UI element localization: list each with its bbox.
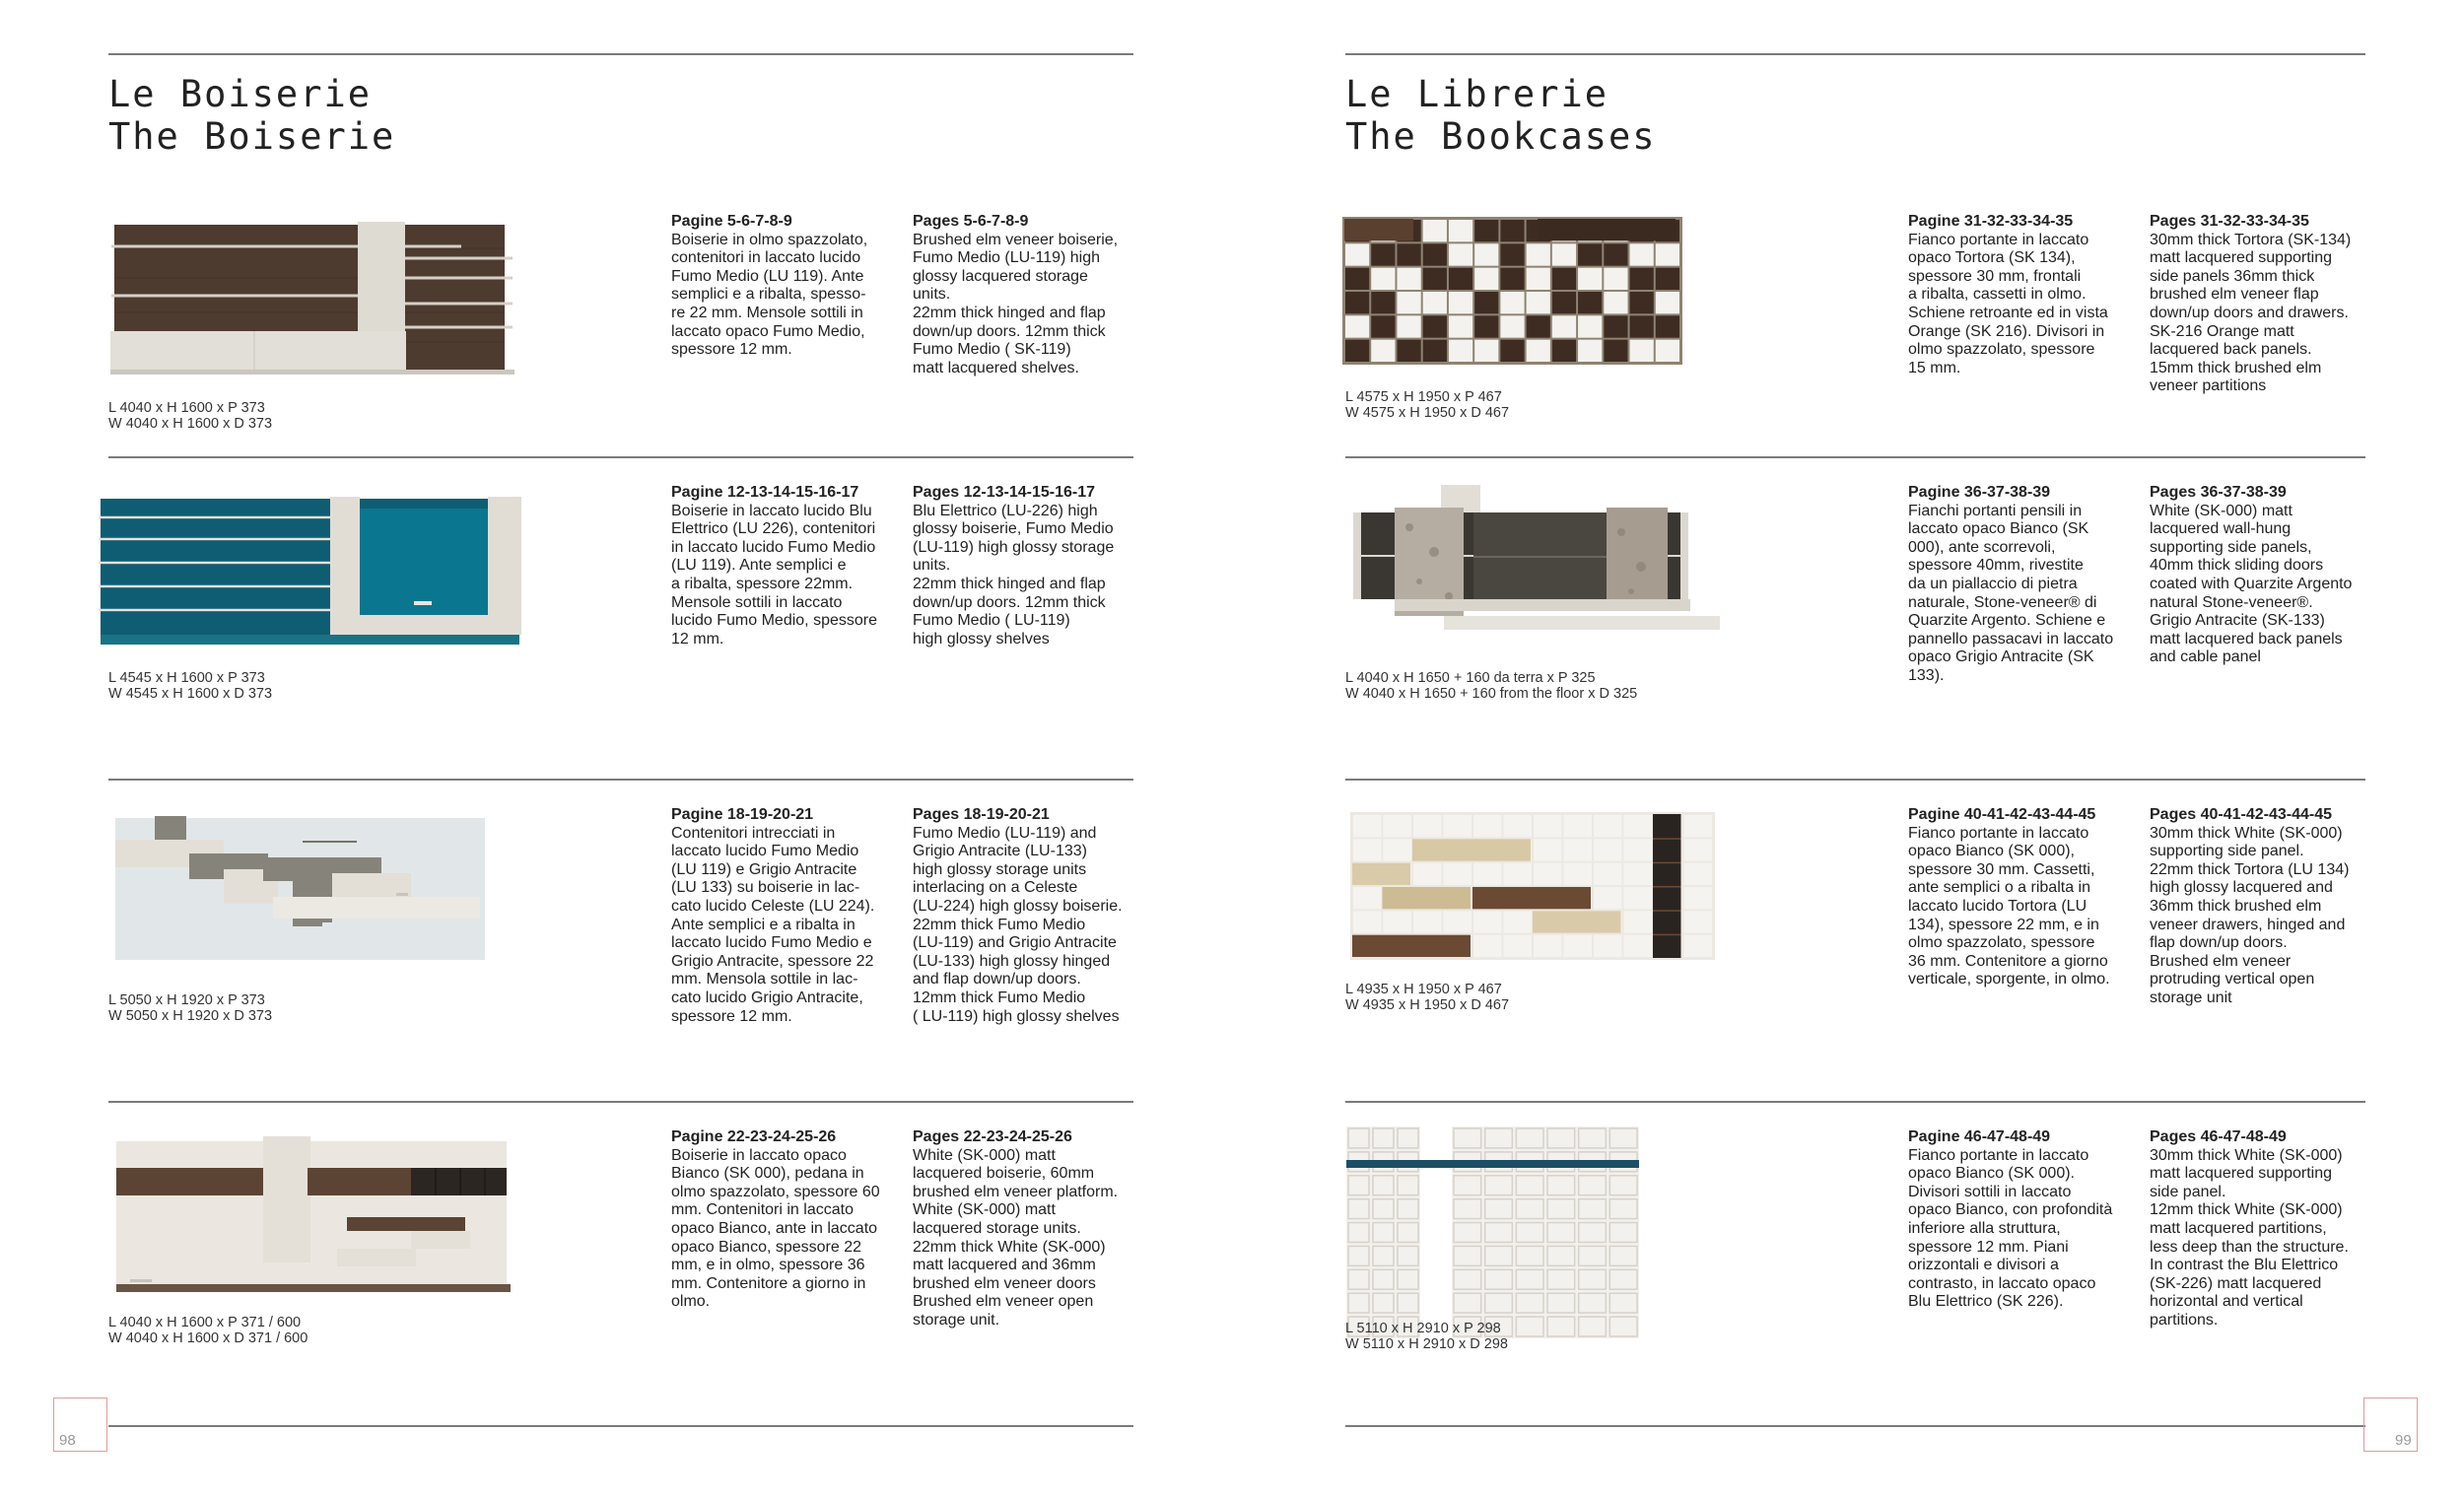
title-english: The Boiserie [108,115,396,158]
description-italian [671,806,906,1026]
dimensions-label: L 4935 x H 1950 x P 467 W 4935 x H 1950 x D 467 [1345,982,1510,1013]
pages-heading: Pagine 22-23-24-25-26 [671,1128,837,1145]
pages-heading: Pagine 31-32-33-34-35 [1908,213,2074,230]
pages-heading: Pagine 36-37-38-39 [1908,484,2051,501]
page-title-left [108,73,395,158]
boiserie-white-image [110,1133,514,1296]
description-english [2150,213,2384,396]
description-text: Boiserie in laccato lucido Blu Elettrico (LU 226), contenitori in laccato lucido Fumo Medio (LU 119). Ante semplici e a ribalta, spessore 22mm. Mensole sottili in laccato lucido Fumo Medio, spessore 12 mm. [671,502,877,648]
pages-heading: Pagine 18-19-20-21 [671,806,814,823]
description-english [913,1128,1147,1330]
description-english [2150,484,2384,667]
top-rule-right [1345,53,2365,55]
title-italian: Le Librerie [1345,73,1609,115]
description-italian [671,213,906,360]
description-english [913,806,1147,1026]
description-text: Fumo Medio (LU-119) and Grigio Antracite (LU-133) high glossy storage units interlacing on a Celeste (LU-224) high glossy boiserie. 22mm thick Fumo Medio (LU-119) and Grigio Antracite (LU-133) high glossy hinged and flap down/up doors. 12mm thick Fumo Medio ( LU-119) high glossy shelves [913,824,1123,1025]
pages-heading: Pagine 40-41-42-43-44-45 [1908,806,2096,823]
description-italian [1908,806,2143,989]
dimensions-label: L 4040 x H 1600 x P 371 / 600 W 4040 x H 1600 x D 371 / 600 [108,1315,308,1346]
pages-heading: Pages 46-47-48-49 [2150,1128,2287,1145]
description-text: Fianco portante in laccato opaco Bianco (SK 000), spessore 30 mm. Cassetti, ante semplici o a ribalta in laccato lucido Tortora (LU 134), spessore 22 mm, e in olmo spazzolato, spessore 36 mm. Contenitore a giorno verticale, sporgente, in olmo. [1908,824,2110,989]
description-text: Brushed elm veneer boiserie, Fumo Medio (LU-119) high glossy lacquered storage units. 22mm thick hinged and flap down/up doors. 12mm thick Fumo Medio ( SK-119) matt lacquered shelves. [913,231,1119,376]
pages-heading: Pages 12-13-14-15-16-17 [913,484,1096,501]
description-text: Boiserie in laccato opaco Bianco (SK 000), pedana in olmo spazzolato, spessore 60 mm. Contenitori in laccato opaco Bianco, ante in laccato opaco Bianco, spessore 22 mm, e in olmo, spessore 36 mm. Contenitore a giorno in olmo. [671,1146,880,1311]
description-text: Boiserie in olmo spazzolato, contenitori in laccato lucido Fumo Medio (LU 119). Ante semplici e a ribalta, spesso- re 22 mm. Mensole sottili in laccato opaco Fumo Medio, spessore 12 mm. [671,231,868,359]
description-text: White (SK-000) matt lacquered wall-hung supporting side panels, 40mm thick sliding doors coated with Quarzite Argento natural Stone-veneer®. Grigio Antracite (SK-133) matt lacquered back panels and cable panel [2150,502,2353,666]
bookcase-blue-image [1346,1126,1642,1343]
description-english [2150,806,2384,1008]
bottom-rule-right [1345,1425,2365,1427]
pages-heading: Pages 36-37-38-39 [2150,484,2287,501]
section-rule [1345,1101,2365,1103]
dimensions-label: L 4040 x H 1650 + 160 da terra x P 325 W 4040 x H 1650 + 160 from the floor x D 325 [1345,670,1638,702]
bookcase-white-image [1348,810,1723,963]
dimensions-label: L 4545 x H 1600 x P 373 W 4545 x H 1600 x D 373 [108,670,273,702]
page-number-left: 98 [59,1432,76,1449]
section-rule [1345,779,2365,781]
bookcase-elm-image [1340,215,1685,368]
description-text: Contenitori intrecciati in laccato lucido Fumo Medio (LU 119) e Grigio Antracite (LU 133) su boiserie in lac- cato lucido Celeste (LU 224). Ante semplici e a ribalta in laccato lucido Fumo Medio e Grigio Antracite, spessore 22 mm. Mensola sottile in lac- cato lucido Grigio Antracite, spessore 12 mm. [671,824,875,1025]
bookcase-stone-image [1345,483,1725,646]
pages-heading: Pages 18-19-20-21 [913,806,1050,823]
description-text: Blu Elettrico (LU-226) high glossy boiserie, Fumo Medio (LU-119) high glossy storage units. 22mm thick hinged and flap down/up doors. 12mm thick Fumo Medio ( LU-119) high glossy shelves [913,502,1115,648]
page-title-right [1345,73,1657,158]
title-english: The Bookcases [1345,115,1657,158]
pages-heading: Pagine 46-47-48-49 [1908,1128,2051,1145]
boiserie-elm-image [106,219,515,384]
pages-heading: Pagine 5-6-7-8-9 [671,213,792,230]
description-english [913,213,1147,377]
description-text: 30mm thick White (SK-000) matt lacquered supporting side panel. 12mm thick White (SK-000) matt lacquered partitions, less deep than the structure. In contrast the Blu Elettrico (SK-226) matt lacquered horizontal and vertical partitions. [2150,1146,2349,1329]
pages-heading: Pagine 12-13-14-15-16-17 [671,484,859,501]
page-number-right: 99 [2395,1432,2412,1449]
pages-heading: Pages 40-41-42-43-44-45 [2150,806,2333,823]
pages-heading: Pages 31-32-33-34-35 [2150,213,2309,230]
section-rule [108,779,1133,781]
dimensions-label: L 4575 x H 1950 x P 467 W 4575 x H 1950 x D 467 [1345,389,1510,421]
description-english [2150,1128,2384,1330]
section-rule [108,1101,1133,1103]
title-italian: Le Boiserie [108,73,373,115]
description-text: 30mm thick Tortora (SK-134) matt lacquered supporting side panels 36mm thick brushed elm veneer flap down/up doors and drawers. SK-216 Orange matt lacquered back panels. 15mm thick brushed elm veneer partitions [2150,231,2352,395]
description-text: Fianco portante in laccato opaco Bianco (SK 000). Divisori sottili in laccato opaco Bianco, con profondità inferiore alla struttura, spessore 12 mm. Piani orizzontali e divisori a contrasto, in laccato opaco Blu Elettrico (SK 226). [1908,1146,2113,1311]
dimensions-label: L 5050 x H 1920 x P 373 W 5050 x H 1920 x D 373 [108,992,273,1024]
description-italian [1908,484,2143,686]
description-text: White (SK-000) matt lacquered boiserie, 60mm brushed elm veneer platform. White (SK-000) matt lacquered storage units. 22mm thick White (SK-000) matt lacquered and 36mm brushed elm veneer doors Brushed elm veneer open storage unit. [913,1146,1119,1329]
description-italian [1908,1128,2143,1312]
description-italian [671,1128,906,1312]
description-text: 30mm thick White (SK-000) supporting side panel. 22mm thick Tortora (LU 134) high glossy lacquered and 36mm thick brushed elm veneer drawers, hinged and flap down/up doors. Brushed elm veneer protruding vertical open storage unit [2150,824,2350,1006]
dimensions-label: L 4040 x H 1600 x P 373 W 4040 x H 1600 x D 373 [108,400,273,432]
section-rule [1345,456,2365,458]
section-rule [108,456,1133,458]
description-italian [671,484,906,648]
description-text: Fianchi portanti pensili in laccato opaco Bianco (SK 000), ante scorrevoli, spessore 40mm, rivestite da un piallaccio di pietra naturale, Stone-veneer® di Quarzite Argento. Schiene e pannello passacavi in laccato opaco Grigio Antracite (SK 133). [1908,502,2114,684]
pages-heading: Pages 5-6-7-8-9 [913,213,1029,230]
description-italian [1908,213,2143,377]
dimensions-label: L 5110 x H 2910 x P 298 W 5110 x H 2910 x D 298 [1345,1321,1508,1352]
boiserie-interlaced-image [110,814,490,962]
top-rule-left [108,53,1133,55]
bottom-rule-left [108,1425,1133,1427]
pages-heading: Pages 22-23-24-25-26 [913,1128,1072,1145]
boiserie-blue-image [99,493,524,650]
description-english [913,484,1147,648]
description-text: Fianco portante in laccato opaco Tortora (SK 134), spessore 30 mm, frontali a ribalta, cassetti in olmo. Schiene retroante ed in vista Orange (SK 216). Divisori in olmo spazzolato, spessore 15 mm. [1908,231,2108,376]
